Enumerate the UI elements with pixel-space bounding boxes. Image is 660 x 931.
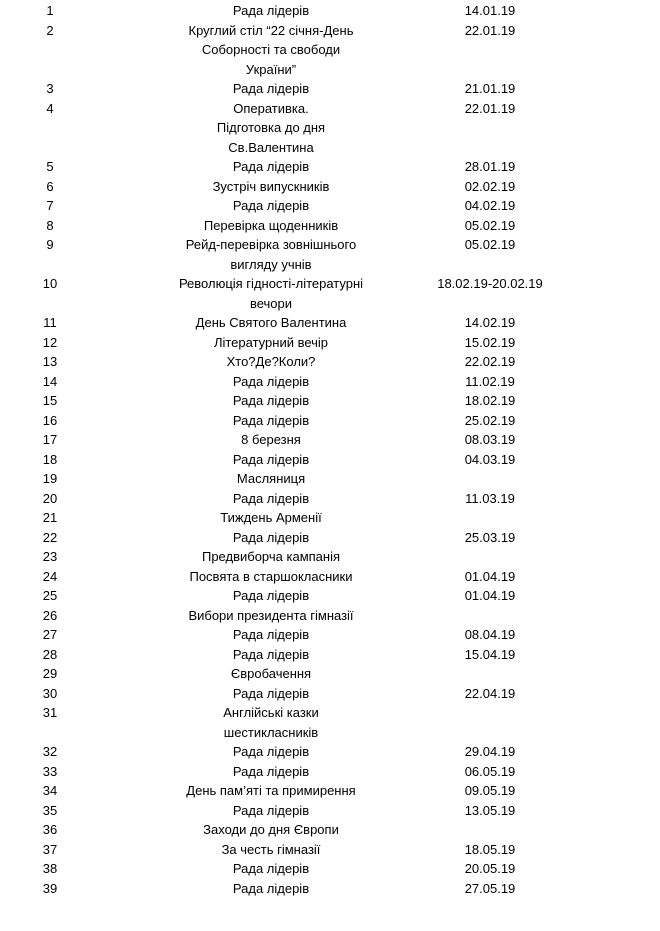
table-row (0, 762, 660, 782)
event-date: 29.04.19 (464, 744, 516, 759)
event-name: Рада лідерів (232, 763, 310, 779)
event-name: Зустріч випускників (212, 178, 330, 194)
table-row (0, 333, 660, 353)
event-name: Оперативка. Підготовка до дня Св.Валентина (216, 100, 326, 155)
event-name: Рада лідерів (232, 373, 310, 389)
row-number: 8 (46, 217, 54, 233)
event-date: 09.05.19 (464, 783, 516, 798)
row-number: 12 (42, 334, 58, 350)
event-name: Рейд-перевірка зовнішнього вигляду учнів (185, 237, 357, 272)
row-number: 25 (42, 588, 58, 603)
table-row (0, 625, 660, 645)
event-date: 05.02.19 (464, 217, 516, 233)
event-name: Рада лідерів (232, 393, 310, 408)
row-number: 2 (46, 22, 54, 38)
event-name: Рада лідерів (232, 451, 310, 467)
event-name: Вибори президента гімназії (188, 607, 354, 623)
event-name: Рада лідерів (232, 627, 310, 642)
table-row (0, 469, 660, 489)
event-name: День Святого Валентина (195, 315, 347, 330)
event-date: 25.03.19 (464, 529, 516, 545)
event-name: 8 березня (241, 432, 301, 447)
event-date: 21.01.19 (464, 81, 516, 96)
table-row (0, 313, 660, 333)
event-name: Рада лідерів (232, 744, 310, 759)
row-number: 3 (46, 81, 54, 96)
table-row (0, 450, 660, 470)
row-number: 34 (42, 783, 58, 798)
event-date: 27.05.19 (464, 880, 516, 896)
event-name: Рада лідерів (232, 412, 310, 428)
table-row (0, 645, 660, 665)
event-date: 18.02.19 (464, 393, 516, 408)
event-date: 25.02.19 (464, 412, 516, 428)
table-row (0, 274, 660, 313)
table-row (0, 567, 660, 587)
event-date: 02.02.19 (464, 178, 516, 194)
event-date: 06.05.19 (464, 763, 516, 779)
event-date: 22.01.19 (464, 22, 516, 38)
event-date: 11.03.19 (465, 490, 515, 506)
table-row (0, 196, 660, 216)
event-name: Рада лідерів (232, 529, 310, 545)
row-number: 32 (42, 744, 58, 759)
table-row (0, 547, 660, 567)
table-row (0, 742, 660, 762)
event-date: 01.04.19 (464, 568, 516, 584)
event-date: 05.02.19 (464, 237, 516, 252)
row-number: 6 (46, 178, 54, 194)
table-row (0, 489, 660, 509)
event-date: 11.02.19 (465, 373, 515, 389)
row-number: 15 (42, 393, 58, 408)
row-number: 36 (42, 822, 58, 837)
event-name: Євробачення (230, 666, 312, 681)
row-number: 13 (42, 354, 58, 369)
event-date: 28.01.19 (464, 159, 516, 174)
event-name: Рада лідерів (232, 490, 310, 506)
event-name: За честь гімназії (221, 841, 321, 857)
row-number: 38 (42, 861, 58, 876)
row-number: 21 (42, 510, 58, 525)
table-row (0, 411, 660, 431)
event-date: 13.05.19 (464, 802, 516, 818)
row-number: 20 (42, 490, 58, 506)
table-row (0, 1, 660, 21)
table-row (0, 372, 660, 392)
event-date: 22.01.19 (464, 100, 516, 116)
event-name: Рада лідерів (232, 588, 310, 603)
table-row (0, 235, 660, 274)
row-number: 18 (42, 451, 58, 467)
event-date: 18.05.19 (464, 841, 516, 857)
table-row (0, 99, 660, 158)
row-number: 22 (42, 529, 58, 545)
event-name: Рада лідерів (232, 646, 310, 662)
event-date: 18.02.19-20.02.19 (437, 276, 543, 291)
row-number: 31 (42, 705, 58, 720)
event-name: Хто?Де?Коли? (226, 354, 316, 369)
row-number: 39 (42, 880, 58, 896)
table-row (0, 79, 660, 99)
event-name: Перевірка щоденників (203, 217, 339, 233)
table-row (0, 606, 660, 626)
event-name: Рада лідерів (232, 861, 310, 876)
event-name: Рада лідерів (232, 159, 310, 174)
event-name: Круглий стіл “22 січня-День Соборності та свободи України” (188, 22, 354, 77)
row-number: 4 (46, 100, 54, 116)
row-number: 26 (42, 607, 58, 623)
event-date: 08.04.19 (464, 627, 516, 642)
table-row (0, 703, 660, 742)
event-date: 14.02.19 (464, 315, 516, 330)
row-number: 27 (42, 627, 58, 642)
event-date: 04.03.19 (464, 451, 516, 467)
table-row (0, 820, 660, 840)
event-name: Рада лідерів (232, 198, 310, 213)
table-row (0, 157, 660, 177)
event-name: Масляниця (236, 471, 306, 486)
row-number: 7 (46, 198, 54, 213)
row-number: 19 (42, 471, 58, 486)
row-number: 24 (42, 568, 58, 584)
event-date: 15.02.19 (464, 334, 516, 350)
table-row (0, 879, 660, 899)
table-row (0, 781, 660, 801)
event-name: Предвиборча кампанія (201, 549, 341, 564)
table-row (0, 840, 660, 860)
event-name: Рада лідерів (232, 880, 310, 896)
row-number: 23 (42, 549, 58, 564)
table-row (0, 352, 660, 372)
row-number: 5 (46, 159, 54, 174)
row-number: 35 (42, 802, 58, 818)
event-name: Тиждень Арменії (220, 510, 322, 525)
table-row (0, 177, 660, 197)
event-name: Революція гідності-літературні вечори (178, 276, 364, 311)
table-row (0, 664, 660, 684)
event-name: Англійські казки шестикласників (223, 705, 319, 740)
event-date: 15.04.19 (464, 646, 516, 662)
row-number: 1 (46, 3, 54, 18)
table-row (0, 586, 660, 606)
event-date: 22.04.19 (464, 685, 516, 701)
event-name: Заходи до дня Європи (203, 822, 339, 837)
row-number: 16 (42, 412, 58, 428)
row-number: 10 (42, 276, 58, 291)
row-number: 33 (42, 763, 58, 779)
table-row (0, 508, 660, 528)
event-name: Рада лідерів (232, 802, 310, 818)
event-date: 14.01.19 (464, 3, 516, 18)
row-number: 28 (42, 646, 58, 662)
event-name: Рада лідерів (232, 3, 310, 18)
event-name: День пам’яті та примирення (186, 783, 356, 798)
table-row (0, 216, 660, 236)
event-date: 22.02.19 (464, 354, 516, 369)
event-date: 20.05.19 (464, 861, 516, 876)
event-date: 01.04.19 (464, 588, 516, 603)
row-number: 29 (42, 666, 58, 681)
row-number: 11 (43, 315, 57, 330)
event-name: Рада лідерів (232, 685, 310, 701)
table-row (0, 684, 660, 704)
row-number: 14 (42, 373, 58, 389)
table-row (0, 528, 660, 548)
row-number: 17 (42, 432, 58, 447)
table-row (0, 430, 660, 450)
table-row (0, 859, 660, 879)
table-row (0, 391, 660, 411)
table-row (0, 21, 660, 80)
event-name: Рада лідерів (232, 81, 310, 96)
row-number: 37 (42, 841, 58, 857)
table-row (0, 801, 660, 821)
row-number: 30 (42, 685, 58, 701)
event-date: 04.02.19 (464, 198, 516, 213)
event-date: 08.03.19 (464, 432, 516, 447)
row-number: 9 (46, 237, 54, 252)
event-name: Літературний вечір (213, 334, 329, 350)
event-name: Посвята в старшокласники (189, 568, 353, 584)
